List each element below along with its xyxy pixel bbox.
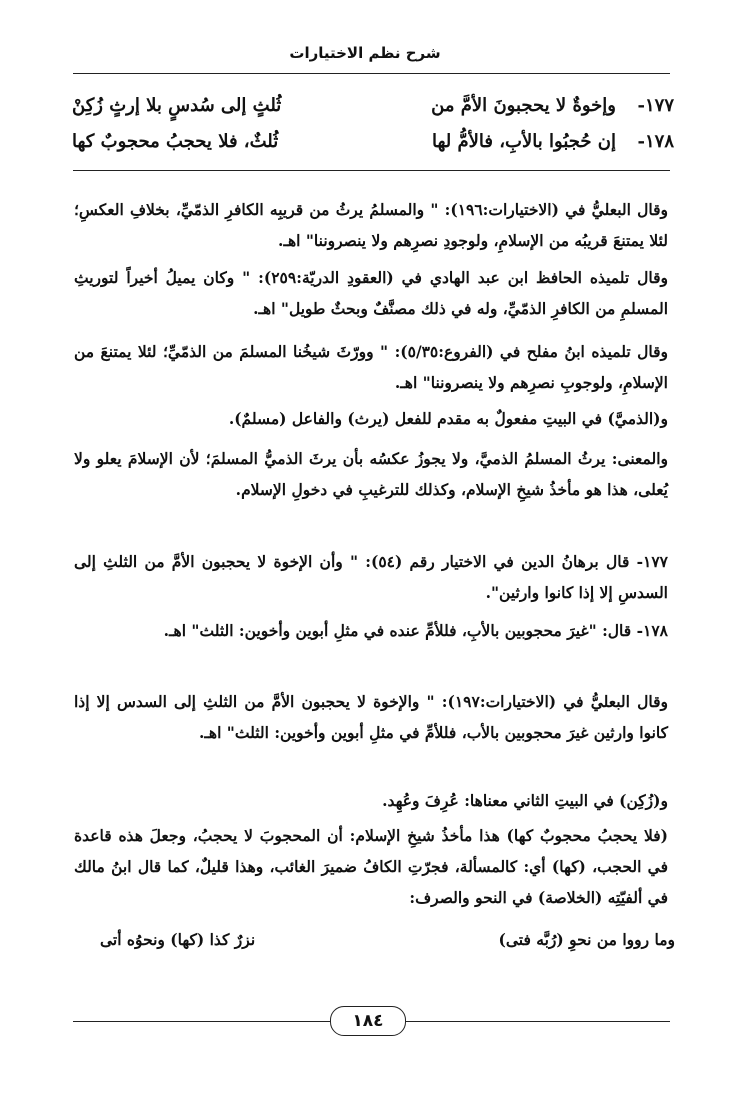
commentary-paragraph: و(الذميَّ) في البيتِ مفعولٌ به مقدم للفعل (يرث) والفاعل (مسلمٌ).: [228, 409, 668, 428]
commentary-paragraph: وقال البعليُّ في (الاختيارات:١٩٦): " والمسلمُ يرثُ من قريبِه الكافرِ الذمّيِّ، بخلافِ العكسِ؛ لئلا يمتنعَ قريبُه من الإسلامِ، ولوجودِ نصرِهم ولا ينصروننا" اهـ.: [74, 200, 668, 250]
verse-first-hemistich: وإخوةٌ لا يحجبونَ الأمَّ من: [431, 95, 616, 116]
verse-178: [72, 131, 674, 163]
verses-divider: [73, 170, 670, 171]
verse-first-hemistich: إن حُجبُوا بالأبِ، فالأمُّ لها: [431, 131, 616, 152]
commentary-paragraph: ١٧٨- قال: "غيرَ محجوبين بالأبِ، فللأمِّ عنده في مثلِ أبوين وأخوين: الثلث" اهـ.: [163, 621, 668, 640]
footer-rule-left: [73, 1021, 335, 1022]
commentary-paragraph: وقال البعليُّ في (الاختيارات:١٩٧): " والإخوة لا يحجبون الأمَّ من الثلثِ إلى السدس إلا إذا كانوا وارثين غيرَ محجوبين بالأب، فللأمِّ في مثلِ أبوين وأخوين: الثلث" اهـ.: [74, 692, 668, 742]
verse-number: ١٧٨-: [637, 131, 674, 152]
commentary-paragraph: و(زُكِن) في البيتِ الثاني معناها: عُرِفَ وعُهِد.: [382, 791, 668, 810]
commentary-paragraph: ١٧٧- قال برهانُ الدين في الاختيار رقم (٥٤): " وأن الإخوة لا يحجبون الأمَّ من الثلثِ إلى السدسِ إلا إذا كانوا وارثين".: [74, 552, 669, 602]
verse-second-hemistich: ثُلثٌ، فلا يحجبُ محجوبٌ كها: [72, 131, 279, 152]
poem-first-hemistich: وما رووا من نحوِ (رُبَّه فتى): [498, 930, 675, 949]
commentary-paragraph: (فلا يحجبُ محجوبٌ كها) هذا مأخذُ شيخِ الإسلام: أن المحجوبَ لا يحجبُ، وجعلَ هذه قاعدة في الحجب، (كها) أي: كالمسألة، فجرّتِ الكافُ ضميرَ الغائب، وهذا قليلٌ، كما قال ابنُ مالك في ألفيّتِه (الخلاصة) في النحو والصرف:: [74, 826, 668, 907]
page-number: ١٨٤: [330, 1006, 406, 1036]
commentary-paragraph: وقال تلميذه ابنُ مفلح في (الفروع:٥/٣٥): " وورّثَ شيخُنا المسلمَ من الذمّيِّ؛ لئلا يمتنعَ من الإسلامِ، ولوجوبِ نصرِهم ولا ينصروننا" اهـ.: [74, 342, 668, 392]
commentary-paragraph: والمعنى: يرثُ المسلمُ الذميَّ، ولا يجوزُ عكسُه بأن يرثَ الذميُّ المسلمَ؛ لأن الإسلامَ يعلو ولا يُعلى، هذا هو مأخذُ شيخِ الإسلام، وكذلك للترغيبِ في دخولِ الإسلام.: [74, 449, 668, 499]
poem-second-hemistich: نزرٌ كذا (كها) ونحوُه أتى: [100, 930, 256, 949]
header-rule: [73, 73, 670, 74]
verse-177: [72, 95, 674, 127]
footer-rule-right: [402, 1021, 670, 1022]
verse-second-hemistich: ثُلثٍ إلى سُدسٍ بلا إرثٍ زُكِنْ: [72, 95, 282, 116]
commentary-paragraph: وقال تلميذه الحافظ ابن عبد الهادي في (العقودِ الدريّة:٢٥٩): " وكان يميلُ أخيراً لتوريثِ المسلمِ من الكافرِ الذمّيِّ، وله في ذلك مصنَّفٌ وبحثٌ طويل" اهـ.: [74, 268, 668, 318]
page-header-title: شرح نظم الاختيارات: [289, 44, 441, 62]
verse-number: ١٧٧-: [637, 95, 674, 116]
